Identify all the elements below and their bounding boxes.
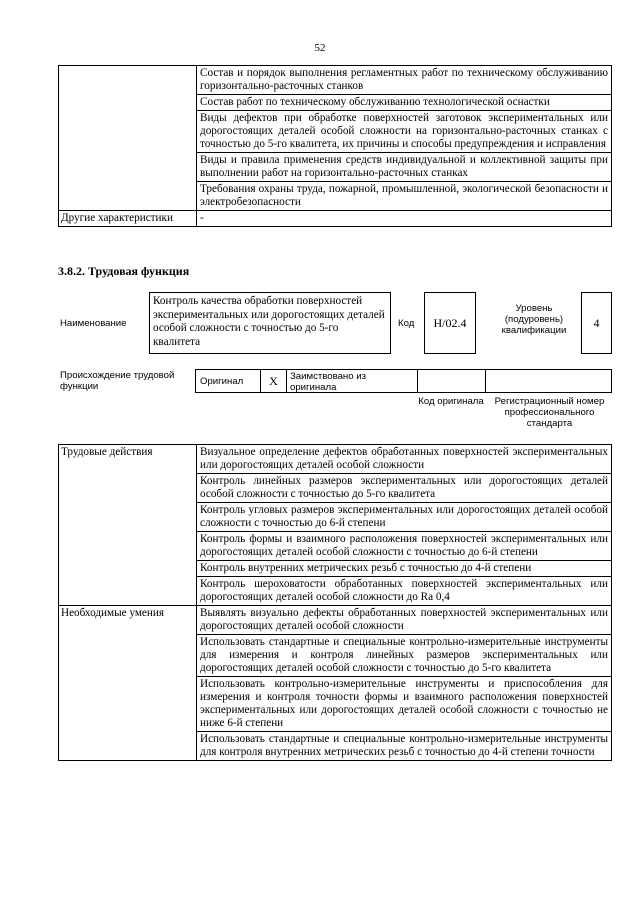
registration-number-cell	[486, 370, 611, 392]
qualification-level-box: 4	[581, 292, 612, 354]
table-cell: Визуальное определение дефектов обработанных поверхностей экспериментальных или дорогостоящих деталей особой сложности	[197, 445, 612, 474]
table-row	[59, 606, 612, 635]
code-label: Код	[398, 318, 415, 329]
function-details-table	[58, 444, 612, 761]
table-row	[59, 211, 612, 227]
knowledge-table	[58, 65, 612, 227]
registration-number-caption: Регистрационный номер профессионального стандарта	[494, 396, 605, 429]
table-cell: Использовать стандартные и специальные контрольно-измерительные инструменты для контроля внутренних метрических резьб с точностью до 4-й степени точности	[197, 732, 612, 761]
page-number: 52	[314, 42, 326, 54]
empty-label-cell	[59, 66, 197, 211]
other-characteristics-value: -	[197, 211, 612, 227]
function-code-box: H/02.4	[424, 292, 476, 354]
table-cell: Контроль линейных размеров экспериментальных или дорогостоящих деталей особой сложности с точностью до 5-го квалитета	[197, 474, 612, 503]
original-mark: X	[261, 370, 287, 392]
name-label: Наименование	[60, 318, 127, 329]
table-cell: Контроль шероховатости обработанных поверхностей экспериментальных или дорогостоящих деталей особой сложности до Ra 0,4	[197, 577, 612, 606]
section-heading: 3.8.2. Трудовая функция	[58, 264, 190, 278]
table-cell: Контроль внутренних метрических резьб с точностью до 4-й степени	[197, 561, 612, 577]
table-row	[59, 66, 612, 95]
original-code-cell	[418, 370, 486, 392]
table-cell: Выявлять визуально дефекты обработанных поверхностей экспериментальных или дорогостоящих деталей особой сложности	[197, 606, 612, 635]
labor-actions-label: Трудовые действия	[59, 445, 197, 606]
origin-label: Происхождение трудовой функции	[60, 370, 175, 392]
table-cell: Контроль формы и взаимного расположения поверхностей экспериментальных или дорогостоящих деталей особой сложности с точностью до 6-й степени	[197, 532, 612, 561]
table-row	[59, 445, 612, 474]
table-cell: Требования охраны труда, пожарной, промышленной, экологической безопасности и электробезопасности	[197, 182, 612, 211]
original-label: Оригинал	[196, 370, 261, 392]
borrowed-label: Заимствовано из оригинала	[287, 370, 418, 392]
origin-row	[195, 369, 612, 393]
original-code-caption: Код оригинала	[418, 396, 484, 407]
required-skills-label: Необходимые умения	[59, 606, 197, 761]
function-name-box: Контроль качества обработки поверхностей экспериментальных или дорогостоящих деталей особой сложности с точностью до 5-го квалитета	[149, 292, 391, 354]
table-cell: Использовать стандартные и специальные контрольно-измерительные инструменты для измерения и контроля линейных размеров экспериментальных или дорогостоящих деталей особой сложности с точностью до 5-го квалитета	[197, 635, 612, 677]
table-cell: Контроль угловых размеров экспериментальных или дорогостоящих деталей особой сложности с точностью до 6-й степени	[197, 503, 612, 532]
table-cell: Состав и порядок выполнения регламентных работ по техническому обслуживанию горизонтально-расточных станков	[197, 66, 612, 95]
table-cell: Виды и правила применения средств индивидуальной и коллективной защиты при выполнении работ на горизонтально-расточных станках	[197, 153, 612, 182]
qualification-level-label: Уровень (подуровень) квалификации	[501, 303, 567, 336]
table-cell: Использовать контрольно-измерительные инструменты и приспособления для измерения и контроля точности формы и взаимного расположения поверхностей экспериментальных или дорогостоящих деталей особой сложности с точностью не ниже 6-й степени	[197, 677, 612, 732]
other-characteristics-label: Другие характеристики	[59, 211, 197, 227]
table-cell: Состав работ по техническому обслуживанию технологической оснастки	[197, 95, 612, 111]
table-cell: Виды дефектов при обработке поверхностей заготовок экспериментальных или дорогостоящих деталей особой сложности на горизонтально-расточных станках с точностью до 5-го квалитета, их причины и способы предупреждения и исправления	[197, 111, 612, 153]
